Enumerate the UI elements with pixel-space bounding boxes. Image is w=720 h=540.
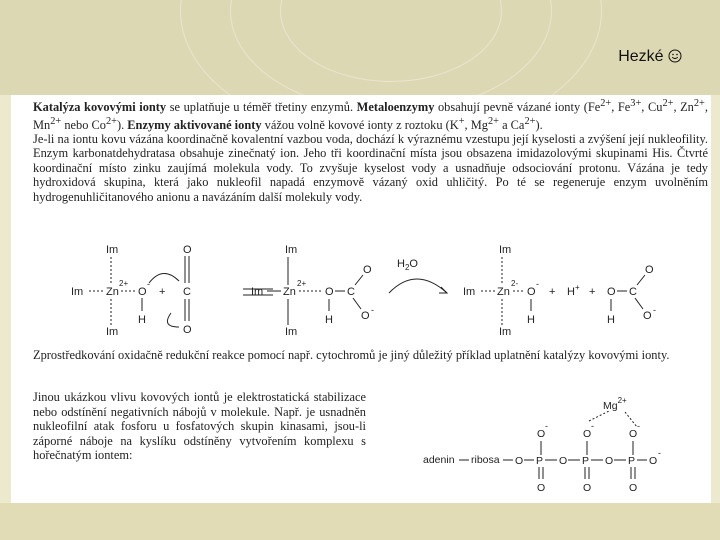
structure-zn-bicarbonate — [251, 244, 374, 338]
charge-sup: + — [458, 115, 465, 127]
carbon-label: C — [183, 286, 191, 298]
water-label — [397, 258, 418, 272]
oxygen-label: O — [645, 264, 654, 276]
proton-label — [567, 283, 580, 298]
structure-zn-hydroxide — [463, 244, 595, 338]
reaction-arrow — [389, 279, 447, 293]
oxygen-label: O — [643, 310, 652, 322]
oxygen-label: O — [183, 244, 192, 256]
text-span: se uplatňuje u téměř třetiny enzymů. — [166, 100, 357, 115]
minus-label: - — [371, 305, 374, 315]
plus-label: + — [589, 286, 596, 298]
text-span: , Zn — [673, 100, 694, 115]
adenine-label: adenin — [423, 454, 455, 466]
oxygen-label: O — [325, 286, 334, 298]
oxygen-label: O — [138, 286, 147, 298]
coordination-bond — [625, 412, 637, 427]
slide-title-text: Hezké — [618, 48, 668, 65]
phosphorus-label: P — [536, 455, 544, 467]
text-span: H — [567, 286, 575, 298]
paragraph-electrostatic — [14, 390, 366, 463]
ribose-label: ribosa — [471, 454, 500, 466]
plus-label: + — [549, 286, 556, 298]
oxygen-label: O — [527, 286, 536, 298]
oxygen-label: O — [361, 310, 370, 322]
oxygen-label: O — [605, 455, 614, 467]
zn-label: Zn — [497, 286, 510, 298]
text-span: ). — [535, 117, 543, 132]
oxygen-label: O — [363, 264, 372, 276]
atp-mg-complex — [411, 385, 691, 497]
paragraph-1-first — [14, 97, 708, 132]
minus-label: - — [147, 279, 150, 289]
im-label: Im — [285, 326, 298, 338]
text-span: O — [409, 258, 418, 270]
magnesium-label — [603, 396, 627, 412]
im-label: Im — [499, 244, 512, 256]
plus-label: + — [159, 286, 166, 298]
text-span: , Cu — [641, 100, 663, 115]
oxygen-label: O — [629, 482, 638, 494]
bond-line — [353, 298, 361, 309]
text-span: , Mn — [33, 100, 708, 132]
phosphorus-label: P — [582, 455, 590, 467]
text-span: , Fe — [611, 100, 631, 115]
carbon-label: C — [347, 286, 355, 298]
carbon-label: C — [629, 286, 637, 298]
coordination-bond — [589, 411, 609, 421]
text-span: nebo Co — [61, 117, 106, 132]
zinc-reaction-scheme — [11, 235, 711, 345]
text-span: , Mg — [464, 117, 488, 132]
hydrogen-label: H — [527, 314, 535, 326]
im-label: Im — [499, 326, 512, 338]
footer-band — [0, 503, 720, 540]
im-label: Im — [106, 326, 119, 338]
charge-sup: 2+ — [105, 115, 117, 127]
paragraph-3-text: Jinou ukázkou vlivu kovových iontů je elektrostatická stabilizace nebo odstínění negativních nábojů v molekule. Např. je usnadněn nukleofilní atak fosforu u fosfatových skupin kinasami, jsou-li záporné náboje na kyslíku odstíněny vytvořením komplexu s hořečnatým iontem: — [33, 390, 366, 463]
charge-sup: 2+ — [524, 115, 536, 127]
im-label: Im — [251, 286, 264, 298]
minus-label: - — [545, 421, 548, 431]
oxygen-label: O — [183, 324, 192, 336]
text-span: 2+ — [617, 396, 627, 405]
phosphorus-label: P — [628, 455, 636, 467]
zn-label: Zn — [106, 286, 119, 298]
text-span: H — [397, 258, 405, 270]
structure-zn-oh-co2 — [71, 244, 192, 338]
structure-bicarbonate — [607, 264, 656, 326]
im-label: Im — [463, 286, 476, 298]
minus-label: - — [637, 421, 640, 431]
oxygen-label: O — [583, 428, 592, 440]
minus-label: - — [658, 448, 661, 458]
hydrogen-label: H — [138, 314, 146, 326]
slide-title — [618, 48, 682, 66]
minus-label: - — [591, 421, 594, 431]
bond-line — [635, 298, 643, 309]
oxygen-label: O — [583, 482, 592, 494]
term-ion-activated-enzymes: Enzymy aktivované ionty — [127, 117, 262, 132]
im-label: Im — [285, 244, 298, 256]
charge-sup: 2+ — [662, 98, 674, 109]
scanned-page — [11, 95, 711, 503]
oxygen-label: O — [629, 428, 638, 440]
im-label: Im — [71, 286, 84, 298]
charge-label: 2+ — [297, 279, 307, 288]
oxygen-label: O — [537, 482, 546, 494]
charge-label: 2- — [511, 279, 519, 288]
paragraph-metal-catalysis — [14, 97, 708, 204]
oxygen-label: O — [607, 286, 616, 298]
charge-sup: 2+ — [600, 98, 612, 109]
header-band — [0, 0, 720, 95]
im-label: Im — [106, 244, 119, 256]
electron-arrow — [167, 313, 179, 327]
text-span: Mg — [603, 400, 618, 412]
text-span: ). — [116, 117, 128, 132]
oxygen-label: O — [649, 455, 658, 467]
oxygen-label: O — [537, 428, 546, 440]
charge-label: 2+ — [119, 279, 129, 288]
minus-label: - — [536, 279, 539, 289]
smiley-face-icon — [668, 49, 682, 63]
charge-sup: 3+ — [630, 98, 642, 109]
paragraph-1-second: Je-li na iontu kovu vázána koordinačně kovalentní vazbou voda, dochází k výraznému vzestupu její kyselosti a zvýšení její nukleofility. Enzym karbonatdehydratasa obsahuje zinečnatý ion. Jeho tři koordinační místa jsou obsazena imidazolovými skupinami His. Čtvrté koordinační místo zinku zaujímá molekula vody. To zvyšuje kyselost vody a usnadňuje odsociování protonu. Vázána je tedy hydroxidová skupina, která jako nukleofil napadá enzymově vázaný oxid uhličitý. Po té se regeneruje enzym uvolněním hydrogenuhličitanového anionu a navázáním další molekuly vody. — [33, 132, 708, 204]
text-span: a Ca — [498, 117, 525, 132]
charge-sup: 2+ — [693, 98, 705, 109]
charge-sup: 2+ — [487, 115, 499, 127]
minus-label: - — [653, 305, 656, 315]
oxygen-label: O — [559, 455, 568, 467]
paragraph-2-text: Zprostředkování oxidačně redukční reakce pomocí např. cytochromů je jiný důležitý příklad uplatnění katalýzy kovovými ionty. — [33, 348, 670, 362]
hydrogen-label: H — [607, 314, 615, 326]
text-span: vážou volně kovové ionty z roztoku (K — [261, 117, 459, 132]
oxygen-label: O — [515, 455, 524, 467]
text-span: 2 — [404, 263, 410, 272]
paragraph-redox — [14, 348, 708, 362]
zn-label: Zn — [283, 286, 296, 298]
term-metal-catalysis: Katalýza kovovými ionty — [33, 100, 167, 115]
double-bond — [355, 275, 363, 285]
double-bond — [637, 275, 645, 285]
electron-arrow — [149, 273, 179, 283]
text-span: + — [574, 283, 580, 292]
charge-sup: 2+ — [50, 115, 62, 127]
text-span: obsahují pevně vázané ionty (Fe — [434, 100, 601, 115]
hydrogen-label: H — [325, 314, 333, 326]
term-metalloenzymes: Metaloenzymy — [356, 100, 435, 115]
